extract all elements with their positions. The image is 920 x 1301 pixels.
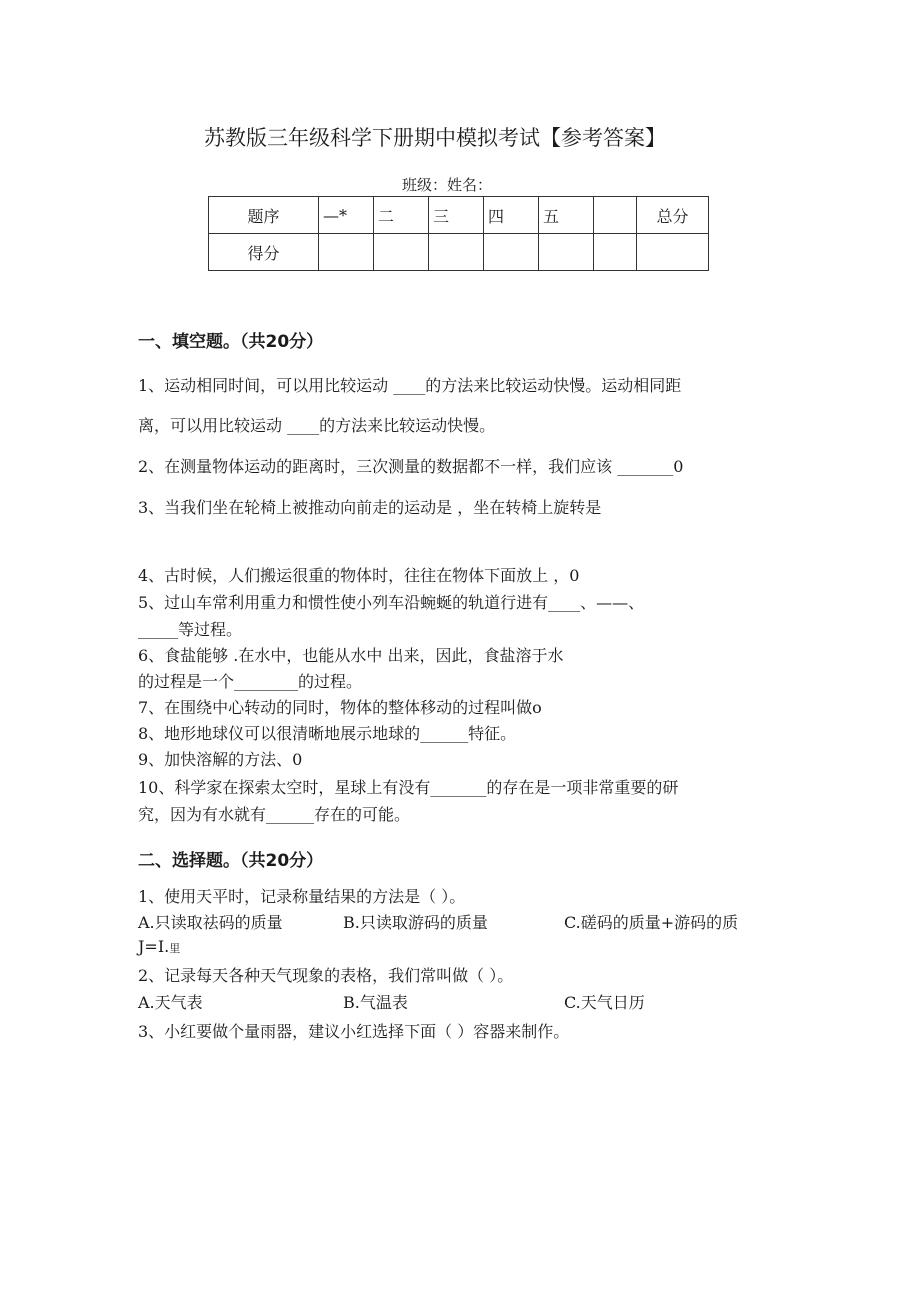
choice-option-c[interactable]: C.天气日历 <box>564 993 645 1012</box>
question-line: 6、食盐能够 .在水中，也能从水中 出来，因此，食盐溶于水 <box>138 646 564 665</box>
question-line: 的过程是一个________的过程。 <box>138 672 363 691</box>
score-table <box>208 196 709 271</box>
choice-question: 1、使用天平时，记录称量结果的方法是（ ）。 <box>138 887 466 906</box>
choice-option-b[interactable]: B.只读取游码的质量 <box>343 913 488 932</box>
table-cell: 三 <box>429 197 484 234</box>
question-line: 5、过山车常利用重力和惯性使小列车沿蜿蜒的轨道行进有____、——、 <box>138 593 645 612</box>
choice-question: 3、小红要做个量雨器，建议小红选择下面（ ）容器来制作。 <box>138 1022 570 1041</box>
score-input-cell[interactable] <box>637 234 709 271</box>
score-input-cell[interactable] <box>429 234 484 271</box>
choice-option-c[interactable]: C.磋码的质量+游码的质 <box>564 913 739 932</box>
table-cell: 得分 <box>209 234 319 271</box>
table-cell: —* <box>319 197 374 234</box>
choice-option-b[interactable]: B.气温表 <box>343 993 408 1012</box>
continuation-small-text: 里 <box>169 942 181 955</box>
score-input-cell[interactable] <box>539 234 594 271</box>
choice-option-a[interactable]: A.只读取祛码的质量 <box>138 913 283 932</box>
page-title: 苏教版三年级科学下册期中模拟考试【参考答案】 <box>204 126 666 150</box>
question-line: 10、科学家在探索太空时，星球上有没有_______的存在是一项非常重要的研 <box>138 778 679 797</box>
question-line: 4、古时候，人们搬运很重的物体时，往往在物体下面放上 ，0 <box>138 566 580 585</box>
continuation-text: J=I. <box>138 937 170 956</box>
question-line: 8、地形地球仪可以很清晰地展示地球的______特征。 <box>138 724 517 743</box>
table-cell <box>594 197 637 234</box>
table-cell: 二 <box>374 197 429 234</box>
score-input-cell[interactable] <box>319 234 374 271</box>
table-cell: 题序 <box>209 197 319 234</box>
score-input-cell[interactable] <box>374 234 429 271</box>
score-table-score-row <box>209 234 709 271</box>
section-heading-choice: 二、选择题。（共20分） <box>138 851 324 871</box>
choice-option-continuation <box>138 937 180 956</box>
question-line: 9、加快溶解的方法、0 <box>138 750 303 769</box>
class-name-line: 班级：姓名： <box>402 176 493 194</box>
choice-option-a[interactable]: A.天气表 <box>138 993 203 1012</box>
score-input-cell[interactable] <box>594 234 637 271</box>
section-heading-fill-blank: 一、填空题。（共20分） <box>138 332 324 352</box>
table-cell: 总分 <box>637 197 709 234</box>
table-cell: 五 <box>539 197 594 234</box>
question-line: 7、在围绕中心转动的同时，物体的整体移动的过程叫做o <box>138 698 542 717</box>
score-input-cell[interactable] <box>484 234 539 271</box>
choice-question: 2、记录每天各种天气现象的表格，我们常叫做（ ）。 <box>138 966 514 985</box>
score-table-header-row <box>209 197 709 234</box>
question-line: 2、在测量物体运动的距离时，三次测量的数据都不一样，我们应该 _______0 <box>138 457 684 476</box>
question-line: 离，可以用比较运动 ____的方法来比较运动快慢。 <box>138 416 496 435</box>
question-line: 究，因为有水就有______存在的可能。 <box>138 805 411 824</box>
table-cell: 四 <box>484 197 539 234</box>
question-line: 3、当我们坐在轮椅上被推动向前走的运动是 ，坐在转椅上旋转是 <box>138 498 602 517</box>
question-line: 1、运动相同时间，可以用比较运动 ____的方法来比较运动快慢。运动相同距 <box>138 376 682 395</box>
question-line: _____等过程。 <box>138 620 243 639</box>
